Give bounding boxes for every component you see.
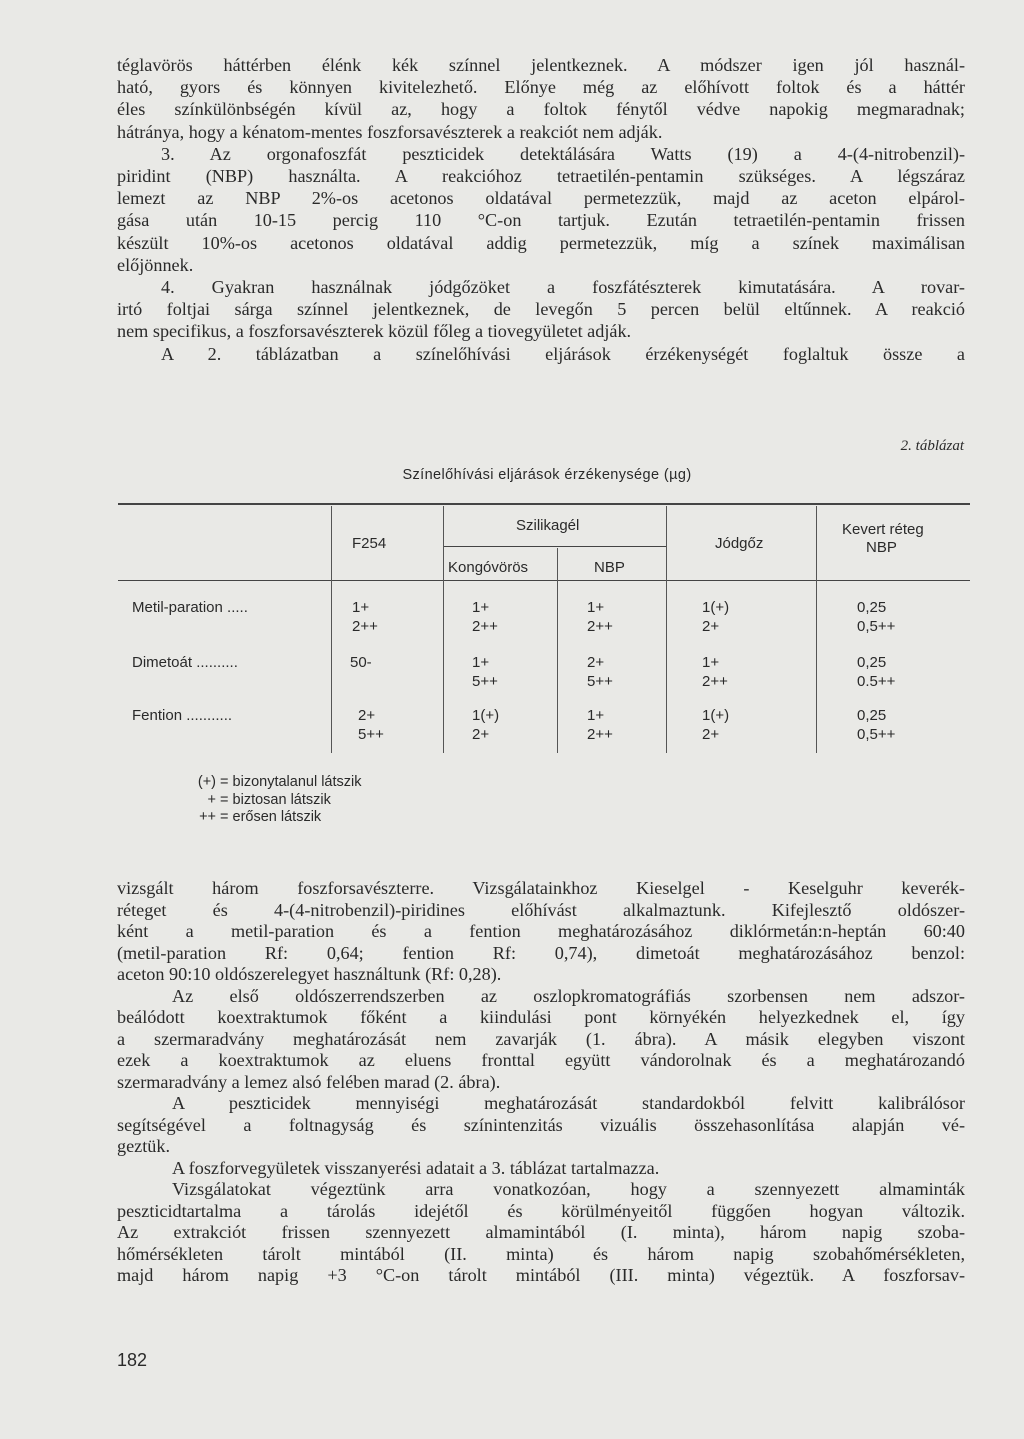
col-divider <box>666 506 667 753</box>
text-line: 3. Az orgonafoszfát peszticidek detektálására Watts (19) a 4-(4-nitrobenzil)- <box>161 143 965 164</box>
text-line: készült 10%-os acetonos oldatával addig permetezzük, míg a színek maximálisan <box>117 232 965 253</box>
header-jodgoz: Jódgőz <box>715 535 764 552</box>
text-line: Az extrakciót frissen szennyezett almamintából (I. minta), három napig szoba- <box>117 1222 965 1242</box>
text-line: geztük. <box>117 1136 171 1156</box>
cell-kevert: 0,25 0,5++ <box>857 707 896 743</box>
cell-f254: 2+ 5++ <box>358 707 384 743</box>
legend-row: ++ = erősen látszik <box>199 809 322 825</box>
text-line: majd három napig +3 °C-on tárolt mintából (III. minta) végeztük. A foszforsav- <box>117 1265 965 1285</box>
text-line: vizsgált három foszforsavészterre. Vizsgálatainkhoz Kieselgel - Keselguhr keverék- <box>117 878 965 898</box>
cell-nbp: 1+ 2++ <box>587 707 613 743</box>
col-divider <box>331 506 332 753</box>
cell-jodgoz: 1(+) 2+ <box>702 707 730 743</box>
row-label: Dimetoát .......... <box>132 654 238 671</box>
paragraph-bottom <box>117 878 965 1287</box>
col-divider <box>816 506 817 753</box>
szilikagel-subrule <box>443 546 666 547</box>
text-line: gása után 10-15 percig 110 °C-on tartjuk. Ezután tetraetilén-pentamin frissen <box>117 210 965 231</box>
cell-kevert: 0,25 0.5++ <box>857 654 896 690</box>
legend-row: + = biztosan látszik <box>207 791 331 808</box>
text-line: a szermaradvány meghatározását nem zavarják (1. ábra). A másik elegyben viszont <box>117 1028 965 1049</box>
text-line: ható, gyors és könnyen kivitelezhető. Előnye még az előhívott foltok és a háttér <box>117 77 965 98</box>
text-line: (metil-paration Rf: 0,64; fention Rf: 0,74), dimetoát meghatározásához benzol: <box>117 942 965 963</box>
page-number: 182 <box>117 1350 148 1370</box>
text-line: előjönnek. <box>117 254 194 275</box>
text-line: Vizsgálatokat végeztünk arra vonatkozóan, hogy a szennyezett almaminták <box>172 1179 965 1199</box>
cell-nbp: 1+ 2++ <box>587 599 613 635</box>
text-line: A peszticidek mennyiségi meghatározását standardokból felvitt kalibrálósor <box>172 1093 965 1113</box>
text-line: irtó foltjai sárga színnel jelentkeznek, de levegőn 5 percen belül eltűnnek. A reakció <box>117 299 965 320</box>
text-line: ként a metil-paration és a fention meghatározásához diklórmetán:n-heptán 60:40 <box>117 921 965 941</box>
col-divider <box>557 548 558 753</box>
text-line: hőmérsékleten tárolt mintából (II. minta) és három napig szobahőmérsékleten, <box>117 1243 965 1264</box>
text-line: A foszforvegyületek visszanyerési adatait a 3. táblázat tartalmazza. <box>172 1157 660 1178</box>
text-line: hátránya, hogy a kénatom-mentes foszforsavészterek a reakciót nem adják. <box>117 121 663 142</box>
header-nbp: NBP <box>594 559 625 576</box>
header-kevert-nbp: NBP <box>866 539 897 556</box>
header-szilikagel: Szilikagél <box>516 517 580 534</box>
text-line: peszticidtartalma a tárolás idejétől és körülményeitől függően hogyan változik. <box>117 1200 965 1221</box>
text-line: A 2. táblázatban a színelőhívási eljárások érzékenységét foglaltuk össze a <box>161 343 965 364</box>
text-line: ezek a koextraktumok az eluens fronttal együtt vándorolnak és a meghatározandó <box>117 1050 965 1070</box>
text-line: aceton 90:10 oldószerelegyet használtunk (Rf: 0,28). <box>117 964 502 984</box>
text-line: nem specifikus, a foszforsavészterek közül főleg a tiovegyületet adják. <box>117 321 632 342</box>
header-kevert-reteg: Kevert réteg <box>842 521 924 538</box>
text-line: éles színkülönbségén kívül az, hogy a foltok fénytől védve napokig megmaradnak; <box>117 99 965 120</box>
cell-f254: 1+ 2++ <box>352 599 378 635</box>
table-legend <box>172 774 361 827</box>
cell-nbp: 2+ 5++ <box>587 654 613 690</box>
row-label: Metil-paration ..... <box>132 599 248 616</box>
cell-kongovoros: 1(+) 2+ <box>472 707 500 743</box>
header-f254: F254 <box>352 535 387 552</box>
col-divider <box>443 506 444 753</box>
text-line: lemezt az NBP 2%-os acetonos oldatával permetezzük, majd az aceton elpárol- <box>117 188 965 209</box>
text-line: beálódott koextraktumok főként a kiindulási pont környékén helyezkednek el, így <box>117 1007 965 1027</box>
row-label: Fention ........... <box>132 707 233 724</box>
text-line: 4. Gyakran használnak jódgőzöket a foszfátészterek kimutatására. A rovar- <box>161 277 965 298</box>
text-line: segítségével a foltnagyság és színintenzitás vizuális összehasonlítása alapján vé- <box>117 1114 965 1135</box>
cell-f254: 50- <box>350 654 372 671</box>
table-title: Színelőhívási eljárások érzékenysége (µg) <box>402 467 692 483</box>
cell-kongovoros: 1+ 2++ <box>472 599 498 635</box>
text-line: piridint (NBP) használta. A reakcióhoz tetraetilén-pentamin szükséges. A légszáraz <box>117 166 965 187</box>
cell-jodgoz: 1+ 2++ <box>702 654 728 690</box>
table-top-rule <box>118 503 970 505</box>
text-line: téglavörös háttérben élénk kék színnel jelentkeznek. A módszer igen jól használ- <box>117 55 965 75</box>
text-line: Az első oldószerrendszerben az oszlopkromatográfiás szorbensen nem adszor- <box>172 985 965 1006</box>
legend-row: (+) = bizonytalanul látszik <box>197 774 362 790</box>
cell-kevert: 0,25 0,5++ <box>857 599 896 635</box>
cell-jodgoz: 1(+) 2+ <box>702 599 730 635</box>
table-caption: 2. táblázat <box>900 438 964 454</box>
text-line: szermaradvány a lemez alsó felében marad (2. ábra). <box>117 1071 501 1092</box>
header-kongovoros: Kongóvörös <box>448 559 529 576</box>
paragraph-top <box>117 54 965 365</box>
cell-kongovoros: 1+ 5++ <box>472 654 498 690</box>
table-header-rule <box>118 580 970 581</box>
text-line: réteget és 4-(4-nitrobenzil)-piridines előhívást alkalmaztunk. Kifejlesztő oldószer- <box>117 899 965 920</box>
